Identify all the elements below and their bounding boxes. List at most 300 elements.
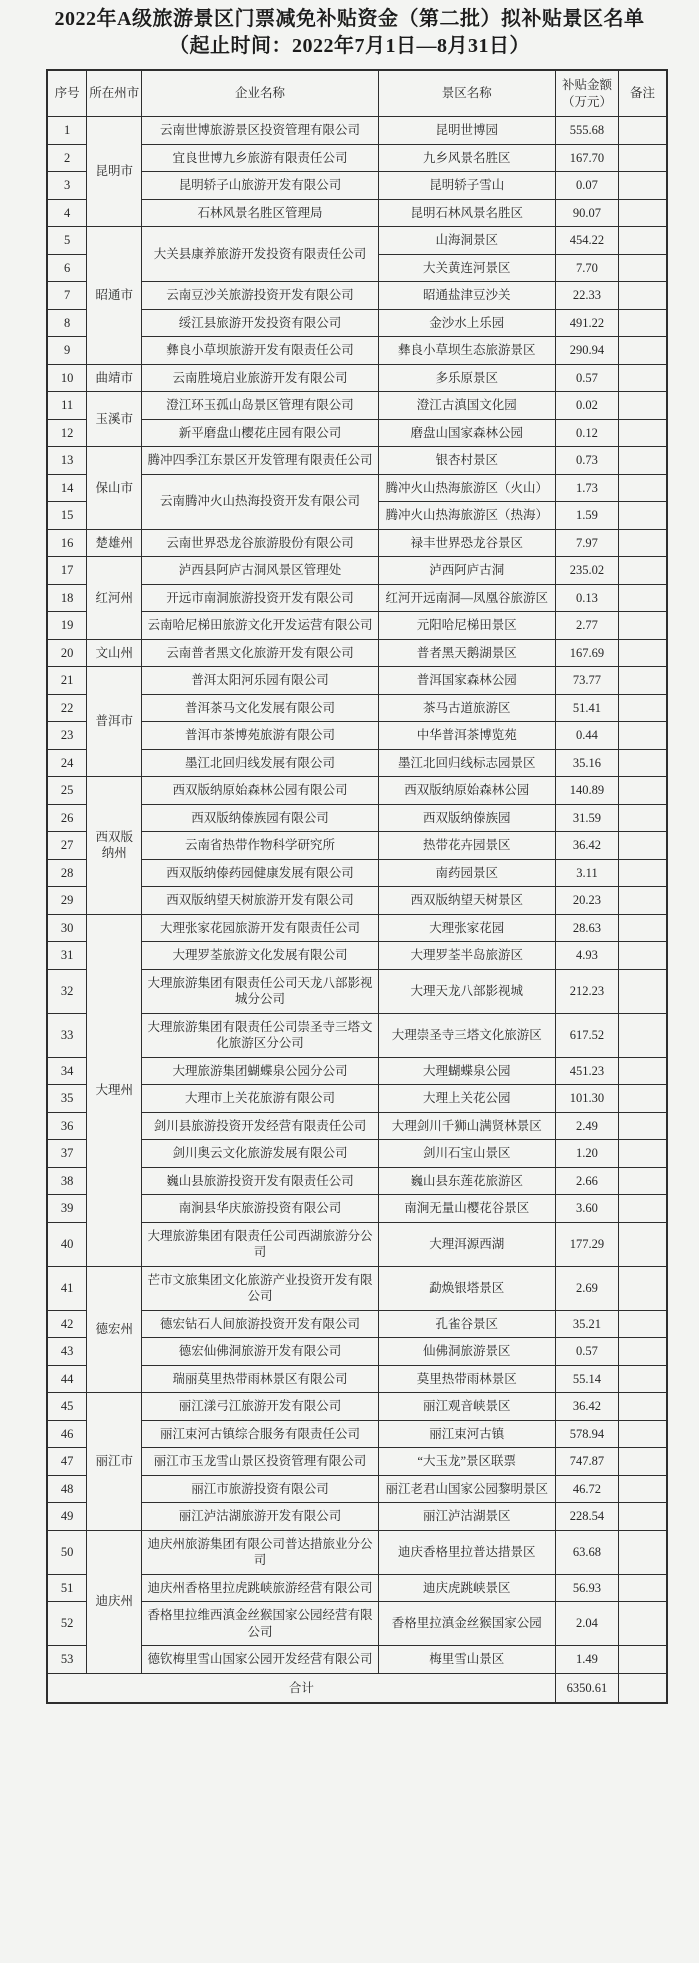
row-no: 41 bbox=[47, 1266, 87, 1310]
scenic-cell: 勐焕银塔景区 bbox=[378, 1266, 555, 1310]
company-cell: 丽江市玉龙雪山景区投资管理有限公司 bbox=[142, 1448, 378, 1476]
company-cell: 剑川奥云文化旅游发展有限公司 bbox=[142, 1140, 378, 1168]
remark-cell bbox=[619, 667, 667, 695]
scenic-cell: 昭通盐津豆沙关 bbox=[378, 282, 555, 310]
scenic-cell: 昆明世博园 bbox=[378, 117, 555, 145]
scenic-cell: 澄江古滇国文化园 bbox=[378, 392, 555, 420]
company-cell: 德宏仙佛洞旅游开发有限公司 bbox=[142, 1338, 378, 1366]
company-cell: 剑川县旅游投资开发经营有限责任公司 bbox=[142, 1112, 378, 1140]
remark-cell bbox=[619, 144, 667, 172]
table-row bbox=[47, 639, 667, 667]
row-no: 30 bbox=[47, 914, 87, 942]
scenic-cell: 普者黑天鹅湖景区 bbox=[378, 639, 555, 667]
row-no: 2 bbox=[47, 144, 87, 172]
remark-cell bbox=[619, 502, 667, 530]
amount-cell: 0.44 bbox=[555, 722, 618, 750]
prefecture-cell: 昆明市 bbox=[87, 117, 142, 227]
scenic-cell: 西双版纳傣族园 bbox=[378, 804, 555, 832]
row-no: 12 bbox=[47, 419, 87, 447]
row-no: 13 bbox=[47, 447, 87, 475]
table-header bbox=[47, 70, 667, 117]
scenic-cell: 茶马古道旅游区 bbox=[378, 694, 555, 722]
scenic-cell: 多乐原景区 bbox=[378, 364, 555, 392]
row-no: 48 bbox=[47, 1475, 87, 1503]
prefecture-cell: 昭通市 bbox=[87, 227, 142, 365]
scenic-cell: 丽江泸沽湖景区 bbox=[378, 1503, 555, 1531]
row-no: 32 bbox=[47, 969, 87, 1013]
company-cell: 昆明轿子山旅游开发有限公司 bbox=[142, 172, 378, 200]
prefecture-cell: 西双版纳州 bbox=[87, 777, 142, 915]
row-no: 16 bbox=[47, 529, 87, 557]
remark-cell bbox=[619, 584, 667, 612]
scenic-cell: 泸西阿庐古洞 bbox=[378, 557, 555, 585]
remark-cell bbox=[619, 1393, 667, 1421]
remark-cell bbox=[619, 474, 667, 502]
remark-cell bbox=[619, 859, 667, 887]
header-scenic: 景区名称 bbox=[378, 70, 555, 117]
company-cell: 云南腾冲火山热海投资开发有限公司 bbox=[142, 474, 378, 529]
amount-cell: 0.73 bbox=[555, 447, 618, 475]
remark-cell bbox=[619, 364, 667, 392]
amount-cell: 491.22 bbox=[555, 309, 618, 337]
remark-cell bbox=[619, 392, 667, 420]
company-cell: 西双版纳原始森林公园有限公司 bbox=[142, 777, 378, 805]
company-cell: 石林风景名胜区管理局 bbox=[142, 199, 378, 227]
amount-cell: 140.89 bbox=[555, 777, 618, 805]
remark-cell bbox=[619, 254, 667, 282]
amount-cell: 0.12 bbox=[555, 419, 618, 447]
scenic-cell: 大理上关花公园 bbox=[378, 1085, 555, 1113]
row-no: 35 bbox=[47, 1085, 87, 1113]
scenic-cell: 元阳哈尼梯田景区 bbox=[378, 612, 555, 640]
remark-cell bbox=[619, 117, 667, 145]
scenic-cell: 梅里雪山景区 bbox=[378, 1646, 555, 1674]
table-row bbox=[47, 392, 667, 420]
scenic-cell: 金沙水上乐园 bbox=[378, 309, 555, 337]
company-cell: 开远市南洞旅游投资开发有限公司 bbox=[142, 584, 378, 612]
remark-cell bbox=[619, 722, 667, 750]
remark-cell bbox=[619, 639, 667, 667]
remark-cell bbox=[619, 1085, 667, 1113]
remark-cell bbox=[619, 1112, 667, 1140]
header-row bbox=[47, 70, 667, 117]
remark-cell bbox=[619, 749, 667, 777]
table-row bbox=[47, 1530, 667, 1574]
company-cell: 大理旅游集团有限责任公司天龙八部影视城分公司 bbox=[142, 969, 378, 1013]
amount-cell: 90.07 bbox=[555, 199, 618, 227]
amount-cell: 7.70 bbox=[555, 254, 618, 282]
amount-cell: 0.07 bbox=[555, 172, 618, 200]
row-no: 23 bbox=[47, 722, 87, 750]
header-company: 企业名称 bbox=[142, 70, 378, 117]
row-no: 19 bbox=[47, 612, 87, 640]
remark-cell bbox=[619, 309, 667, 337]
company-cell: 大理张家花园旅游开发有限责任公司 bbox=[142, 914, 378, 942]
scenic-cell: 香格里拉滇金丝猴国家公园 bbox=[378, 1602, 555, 1646]
remark-cell bbox=[619, 612, 667, 640]
row-no: 15 bbox=[47, 502, 87, 530]
scenic-cell: 西双版纳望天树景区 bbox=[378, 887, 555, 915]
document-title bbox=[0, 0, 699, 60]
company-cell: 泸西县阿庐古洞风景区管理处 bbox=[142, 557, 378, 585]
amount-cell: 3.11 bbox=[555, 859, 618, 887]
scenic-cell: 大理蝴蝶泉公园 bbox=[378, 1057, 555, 1085]
scenic-cell: 墨江北回归线标志园景区 bbox=[378, 749, 555, 777]
remark-cell bbox=[619, 1266, 667, 1310]
amount-cell: 73.77 bbox=[555, 667, 618, 695]
company-cell: 迪庆州旅游集团有限公司普达措旅业分公司 bbox=[142, 1530, 378, 1574]
amount-cell: 228.54 bbox=[555, 1503, 618, 1531]
total-amount-cell: 6350.61 bbox=[555, 1673, 618, 1703]
company-cell: 大理罗荃旅游文化发展有限公司 bbox=[142, 942, 378, 970]
amount-cell: 22.33 bbox=[555, 282, 618, 310]
remark-cell bbox=[619, 1673, 667, 1703]
company-cell: 迪庆州香格里拉虎跳峡旅游经营有限公司 bbox=[142, 1574, 378, 1602]
amount-cell: 55.14 bbox=[555, 1365, 618, 1393]
row-no: 10 bbox=[47, 364, 87, 392]
row-no: 47 bbox=[47, 1448, 87, 1476]
company-cell: 云南世界恐龙谷旅游股份有限公司 bbox=[142, 529, 378, 557]
remark-cell bbox=[619, 1448, 667, 1476]
amount-cell: 31.59 bbox=[555, 804, 618, 832]
company-cell: 芒市文旅集团文化旅游产业投资开发有限公司 bbox=[142, 1266, 378, 1310]
company-cell: 云南胜境启业旅游开发有限公司 bbox=[142, 364, 378, 392]
prefecture-cell: 迪庆州 bbox=[87, 1530, 142, 1673]
remark-cell bbox=[619, 1167, 667, 1195]
remark-cell bbox=[619, 1646, 667, 1674]
amount-cell: 454.22 bbox=[555, 227, 618, 255]
row-no: 40 bbox=[47, 1222, 87, 1266]
remark-cell bbox=[619, 942, 667, 970]
company-cell: 德宏钻石人间旅游投资开发有限公司 bbox=[142, 1310, 378, 1338]
remark-cell bbox=[619, 1503, 667, 1531]
amount-cell: 56.93 bbox=[555, 1574, 618, 1602]
row-no: 25 bbox=[47, 777, 87, 805]
company-cell: 普洱茶马文化发展有限公司 bbox=[142, 694, 378, 722]
company-cell: 西双版纳望天树旅游开发有限公司 bbox=[142, 887, 378, 915]
amount-cell: 1.20 bbox=[555, 1140, 618, 1168]
row-no: 6 bbox=[47, 254, 87, 282]
remark-cell bbox=[619, 1222, 667, 1266]
company-cell: 大理市上关花旅游有限公司 bbox=[142, 1085, 378, 1113]
prefecture-cell: 德宏州 bbox=[87, 1266, 142, 1393]
company-cell: 云南普者黑文化旅游开发有限公司 bbox=[142, 639, 378, 667]
header-amount: 补贴金额（万元） bbox=[555, 70, 618, 117]
row-no: 36 bbox=[47, 1112, 87, 1140]
scenic-cell: 腾冲火山热海旅游区（热海） bbox=[378, 502, 555, 530]
remark-cell bbox=[619, 1140, 667, 1168]
scenic-cell: 中华普洱茶博览苑 bbox=[378, 722, 555, 750]
company-cell: 普洱市茶博苑旅游有限公司 bbox=[142, 722, 378, 750]
company-cell: 大理旅游集团蝴蝶泉公园分公司 bbox=[142, 1057, 378, 1085]
table-row bbox=[47, 914, 667, 942]
amount-cell: 63.68 bbox=[555, 1530, 618, 1574]
amount-cell: 2.04 bbox=[555, 1602, 618, 1646]
amount-cell: 578.94 bbox=[555, 1420, 618, 1448]
remark-cell bbox=[619, 887, 667, 915]
remark-cell bbox=[619, 1475, 667, 1503]
scenic-cell: 剑川石宝山景区 bbox=[378, 1140, 555, 1168]
scenic-cell: 南药园景区 bbox=[378, 859, 555, 887]
scenic-cell: 昆明轿子雪山 bbox=[378, 172, 555, 200]
scenic-cell: 热带花卉园景区 bbox=[378, 832, 555, 860]
title-line-1: 2022年A级旅游景区门票减免补贴资金（第二批）拟补贴景区名单 bbox=[54, 8, 645, 30]
amount-cell: 51.41 bbox=[555, 694, 618, 722]
title-line-2: （起止时间：2022年7月1日—8月31日） bbox=[169, 35, 530, 57]
row-no: 42 bbox=[47, 1310, 87, 1338]
scenic-cell: 磨盘山国家森林公园 bbox=[378, 419, 555, 447]
company-cell: 丽江市旅游投资有限公司 bbox=[142, 1475, 378, 1503]
company-cell: 云南世博旅游景区投资管理有限公司 bbox=[142, 117, 378, 145]
company-cell: 新平磨盘山樱花庄园有限公司 bbox=[142, 419, 378, 447]
scenic-cell: 西双版纳原始森林公园 bbox=[378, 777, 555, 805]
company-cell: 云南豆沙关旅游投资开发有限公司 bbox=[142, 282, 378, 310]
subsidy-table-body bbox=[47, 117, 667, 1704]
amount-cell: 35.21 bbox=[555, 1310, 618, 1338]
total-label: 合计 bbox=[47, 1673, 555, 1703]
table-row bbox=[47, 1266, 667, 1310]
scenic-cell: 南涧无量山樱花谷景区 bbox=[378, 1195, 555, 1223]
remark-cell bbox=[619, 227, 667, 255]
scenic-cell: 银杏村景区 bbox=[378, 447, 555, 475]
scenic-cell: 大理剑川千狮山满贤林景区 bbox=[378, 1112, 555, 1140]
remark-cell bbox=[619, 1195, 667, 1223]
scenic-cell: 腾冲火山热海旅游区（火山） bbox=[378, 474, 555, 502]
amount-cell: 290.94 bbox=[555, 337, 618, 365]
scenic-cell: 大关黄连河景区 bbox=[378, 254, 555, 282]
row-no: 44 bbox=[47, 1365, 87, 1393]
prefecture-cell: 曲靖市 bbox=[87, 364, 142, 392]
row-no: 26 bbox=[47, 804, 87, 832]
prefecture-cell: 丽江市 bbox=[87, 1393, 142, 1531]
scenic-cell: “大玉龙”景区联票 bbox=[378, 1448, 555, 1476]
remark-cell bbox=[619, 1365, 667, 1393]
amount-cell: 1.59 bbox=[555, 502, 618, 530]
company-cell: 宜良世博九乡旅游有限责任公司 bbox=[142, 144, 378, 172]
row-no: 1 bbox=[47, 117, 87, 145]
remark-cell bbox=[619, 804, 667, 832]
table-row bbox=[47, 227, 667, 255]
remark-cell bbox=[619, 1013, 667, 1057]
table-row bbox=[47, 557, 667, 585]
company-cell: 西双版纳傣族园有限公司 bbox=[142, 804, 378, 832]
scenic-cell: 大理崇圣寺三塔文化旅游区 bbox=[378, 1013, 555, 1057]
amount-cell: 2.69 bbox=[555, 1266, 618, 1310]
company-cell: 大理旅游集团有限责任公司西湖旅游分公司 bbox=[142, 1222, 378, 1266]
row-no: 29 bbox=[47, 887, 87, 915]
amount-cell: 7.97 bbox=[555, 529, 618, 557]
row-no: 33 bbox=[47, 1013, 87, 1057]
remark-cell bbox=[619, 832, 667, 860]
remark-cell bbox=[619, 777, 667, 805]
row-no: 3 bbox=[47, 172, 87, 200]
prefecture-cell: 大理州 bbox=[87, 914, 142, 1266]
company-cell: 大关县康养旅游开发投资有限责任公司 bbox=[142, 227, 378, 282]
scenic-cell: 迪庆虎跳峡景区 bbox=[378, 1574, 555, 1602]
company-cell: 彝良小草坝旅游开发有限责任公司 bbox=[142, 337, 378, 365]
amount-cell: 2.66 bbox=[555, 1167, 618, 1195]
table-row bbox=[47, 529, 667, 557]
header-no: 序号 bbox=[47, 70, 87, 117]
row-no: 8 bbox=[47, 309, 87, 337]
remark-cell bbox=[619, 1602, 667, 1646]
remark-cell bbox=[619, 969, 667, 1013]
header-prefecture: 所在州市 bbox=[87, 70, 142, 117]
row-no: 24 bbox=[47, 749, 87, 777]
remark-cell bbox=[619, 419, 667, 447]
scenic-cell: 孔雀谷景区 bbox=[378, 1310, 555, 1338]
row-no: 39 bbox=[47, 1195, 87, 1223]
company-cell: 云南省热带作物科学研究所 bbox=[142, 832, 378, 860]
prefecture-cell: 楚雄州 bbox=[87, 529, 142, 557]
amount-cell: 3.60 bbox=[555, 1195, 618, 1223]
row-no: 38 bbox=[47, 1167, 87, 1195]
company-cell: 德钦梅里雪山国家公园开发经营有限公司 bbox=[142, 1646, 378, 1674]
company-cell: 丽江束河古镇综合服务有限责任公司 bbox=[142, 1420, 378, 1448]
amount-cell: 177.29 bbox=[555, 1222, 618, 1266]
remark-cell bbox=[619, 1574, 667, 1602]
prefecture-cell: 文山州 bbox=[87, 639, 142, 667]
amount-cell: 28.63 bbox=[555, 914, 618, 942]
company-cell: 普洱太阳河乐园有限公司 bbox=[142, 667, 378, 695]
amount-cell: 212.23 bbox=[555, 969, 618, 1013]
row-no: 46 bbox=[47, 1420, 87, 1448]
remark-cell bbox=[619, 447, 667, 475]
amount-cell: 0.57 bbox=[555, 1338, 618, 1366]
row-no: 9 bbox=[47, 337, 87, 365]
row-no: 17 bbox=[47, 557, 87, 585]
scenic-cell: 九乡风景名胜区 bbox=[378, 144, 555, 172]
company-cell: 丽江泸沽湖旅游开发有限公司 bbox=[142, 1503, 378, 1531]
company-cell: 瑞丽莫里热带雨林景区有限公司 bbox=[142, 1365, 378, 1393]
table-row bbox=[47, 447, 667, 475]
row-no: 11 bbox=[47, 392, 87, 420]
amount-cell: 36.42 bbox=[555, 832, 618, 860]
row-no: 7 bbox=[47, 282, 87, 310]
amount-cell: 747.87 bbox=[555, 1448, 618, 1476]
remark-cell bbox=[619, 914, 667, 942]
row-no: 43 bbox=[47, 1338, 87, 1366]
prefecture-cell: 普洱市 bbox=[87, 667, 142, 777]
row-no: 49 bbox=[47, 1503, 87, 1531]
remark-cell bbox=[619, 1057, 667, 1085]
row-no: 53 bbox=[47, 1646, 87, 1674]
scenic-cell: 彝良小草坝生态旅游景区 bbox=[378, 337, 555, 365]
amount-cell: 46.72 bbox=[555, 1475, 618, 1503]
table-row bbox=[47, 1393, 667, 1421]
amount-cell: 101.30 bbox=[555, 1085, 618, 1113]
prefecture-cell: 玉溪市 bbox=[87, 392, 142, 447]
amount-cell: 36.42 bbox=[555, 1393, 618, 1421]
scenic-cell: 迪庆香格里拉普达措景区 bbox=[378, 1530, 555, 1574]
company-cell: 云南哈尼梯田旅游文化开发运营有限公司 bbox=[142, 612, 378, 640]
remark-cell bbox=[619, 557, 667, 585]
remark-cell bbox=[619, 199, 667, 227]
amount-cell: 4.93 bbox=[555, 942, 618, 970]
remark-cell bbox=[619, 1420, 667, 1448]
table-row bbox=[47, 667, 667, 695]
company-cell: 南涧县华庆旅游投资有限公司 bbox=[142, 1195, 378, 1223]
scenic-cell: 山海洞景区 bbox=[378, 227, 555, 255]
remark-cell bbox=[619, 282, 667, 310]
amount-cell: 235.02 bbox=[555, 557, 618, 585]
row-no: 21 bbox=[47, 667, 87, 695]
remark-cell bbox=[619, 1310, 667, 1338]
scenic-cell: 普洱国家森林公园 bbox=[378, 667, 555, 695]
amount-cell: 2.49 bbox=[555, 1112, 618, 1140]
amount-cell: 0.57 bbox=[555, 364, 618, 392]
remark-cell bbox=[619, 529, 667, 557]
header-remark: 备注 bbox=[619, 70, 667, 117]
scenic-cell: 禄丰世界恐龙谷景区 bbox=[378, 529, 555, 557]
company-cell: 丽江漾弓江旅游开发有限公司 bbox=[142, 1393, 378, 1421]
amount-cell: 617.52 bbox=[555, 1013, 618, 1057]
amount-cell: 1.49 bbox=[555, 1646, 618, 1674]
scenic-cell: 大理罗荃半岛旅游区 bbox=[378, 942, 555, 970]
row-no: 5 bbox=[47, 227, 87, 255]
remark-cell bbox=[619, 337, 667, 365]
row-no: 51 bbox=[47, 1574, 87, 1602]
remark-cell bbox=[619, 694, 667, 722]
scenic-cell: 红河开远南洞—凤凰谷旅游区 bbox=[378, 584, 555, 612]
row-no: 37 bbox=[47, 1140, 87, 1168]
amount-cell: 1.73 bbox=[555, 474, 618, 502]
scenic-cell: 丽江观音峡景区 bbox=[378, 1393, 555, 1421]
amount-cell: 35.16 bbox=[555, 749, 618, 777]
row-no: 22 bbox=[47, 694, 87, 722]
row-no: 28 bbox=[47, 859, 87, 887]
company-cell: 墨江北回归线发展有限公司 bbox=[142, 749, 378, 777]
scenic-cell: 丽江老君山国家公园黎明景区 bbox=[378, 1475, 555, 1503]
subsidy-table bbox=[46, 69, 668, 1704]
row-no: 27 bbox=[47, 832, 87, 860]
company-cell: 大理旅游集团有限责任公司崇圣寺三塔文化旅游区分公司 bbox=[142, 1013, 378, 1057]
amount-cell: 451.23 bbox=[555, 1057, 618, 1085]
row-no: 14 bbox=[47, 474, 87, 502]
row-no: 52 bbox=[47, 1602, 87, 1646]
amount-cell: 167.69 bbox=[555, 639, 618, 667]
company-cell: 巍山县旅游投资开发有限责任公司 bbox=[142, 1167, 378, 1195]
scenic-cell: 大理洱源西湖 bbox=[378, 1222, 555, 1266]
row-no: 45 bbox=[47, 1393, 87, 1421]
row-no: 4 bbox=[47, 199, 87, 227]
scenic-cell: 巍山县东莲花旅游区 bbox=[378, 1167, 555, 1195]
amount-cell: 555.68 bbox=[555, 117, 618, 145]
remark-cell bbox=[619, 1338, 667, 1366]
amount-cell: 167.70 bbox=[555, 144, 618, 172]
company-cell: 绥江县旅游开发投资有限公司 bbox=[142, 309, 378, 337]
scenic-cell: 丽江束河古镇 bbox=[378, 1420, 555, 1448]
row-no: 18 bbox=[47, 584, 87, 612]
amount-cell: 2.77 bbox=[555, 612, 618, 640]
company-cell: 腾冲四季江东景区开发管理有限责任公司 bbox=[142, 447, 378, 475]
total-row bbox=[47, 1673, 667, 1703]
company-cell: 西双版纳傣药园健康发展有限公司 bbox=[142, 859, 378, 887]
company-cell: 香格里拉维西滇金丝猴国家公园经营有限公司 bbox=[142, 1602, 378, 1646]
remark-cell bbox=[619, 1530, 667, 1574]
remark-cell bbox=[619, 172, 667, 200]
scenic-cell: 大理天龙八部影视城 bbox=[378, 969, 555, 1013]
scenic-cell: 昆明石林风景名胜区 bbox=[378, 199, 555, 227]
table-row bbox=[47, 777, 667, 805]
row-no: 50 bbox=[47, 1530, 87, 1574]
table-row bbox=[47, 364, 667, 392]
scenic-cell: 大理张家花园 bbox=[378, 914, 555, 942]
company-cell: 澄江环玉孤山岛景区管理有限公司 bbox=[142, 392, 378, 420]
amount-cell: 0.13 bbox=[555, 584, 618, 612]
amount-cell: 20.23 bbox=[555, 887, 618, 915]
row-no: 34 bbox=[47, 1057, 87, 1085]
